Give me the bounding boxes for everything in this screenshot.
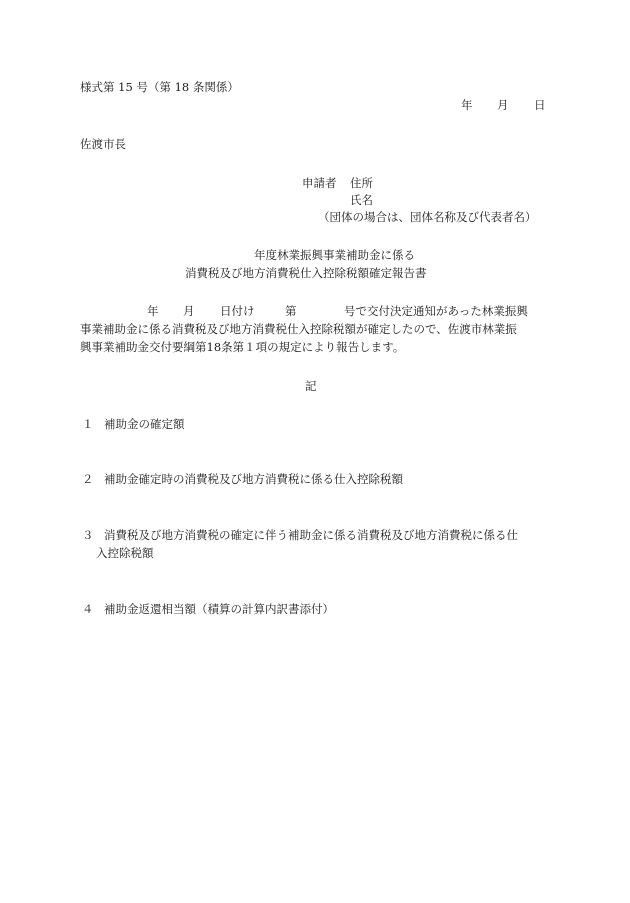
title-line2: 消費税及び地方消費税仕入控除税額確定報告書 xyxy=(185,266,427,280)
item-text-continuation: 入控除税額 xyxy=(96,546,154,560)
item-text: 補助金の確定額 xyxy=(104,417,185,431)
item-text: 補助金確定時の消費税及び地方消費税に係る仕入控除税額 xyxy=(104,472,403,486)
item-text: 消費税及び地方消費税の確定に伴う補助金に係る消費税及び地方消費税に係る仕 xyxy=(104,528,518,542)
address-label: 住所 xyxy=(350,176,373,190)
date-year: 年 xyxy=(461,98,473,112)
title-line1: 年度林業振興事業補助金に係る xyxy=(254,248,415,262)
item-number: ３ xyxy=(82,528,94,542)
addressee: 佐渡市長 xyxy=(80,137,126,151)
form-label: 様式第 15 号（第 18 条関係） xyxy=(80,80,239,94)
date-day: 日 xyxy=(534,98,546,112)
date-month: 月 xyxy=(497,98,509,112)
applicant-label: 申請者 xyxy=(302,176,337,190)
item-number: １ xyxy=(82,417,94,431)
item-text: 補助金返還相当額（積算の計算内訳書添付） xyxy=(104,602,334,616)
applicant-note: （団体の場合は、団体名称及び代表者名） xyxy=(318,210,537,224)
body-line2: 事業補助金に係る消費税及び地方消費税仕入控除税額が確定したので、佐渡市林業振 xyxy=(80,322,517,336)
body-line1-rest: 号で交付決定通知があった林業振興 xyxy=(344,304,528,318)
item-number: ４ xyxy=(82,602,94,616)
body-month: 月 xyxy=(183,304,195,318)
body-year: 年 xyxy=(147,304,159,318)
body-number-prefix: 第 xyxy=(285,304,297,318)
body-day: 日付け xyxy=(220,304,255,318)
body-line3: 興事業補助金交付要綱第18条第１項の規定により報告します。 xyxy=(80,340,405,354)
name-label: 氏名 xyxy=(350,193,373,207)
ki-heading: 記 xyxy=(305,379,317,393)
item-number: ２ xyxy=(82,472,94,486)
